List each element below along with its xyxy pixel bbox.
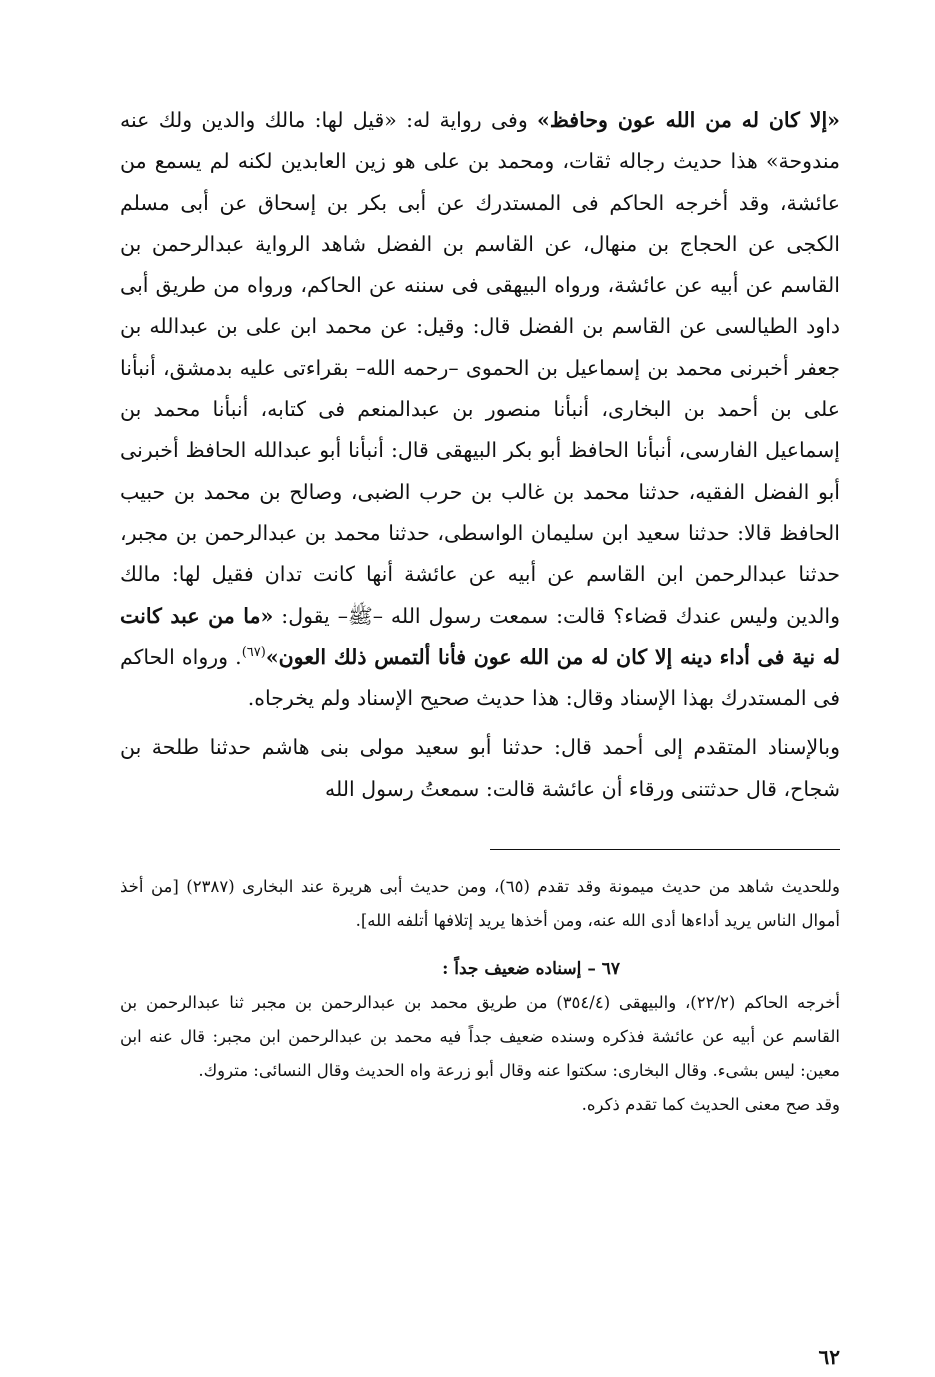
page-number: ٦٢ xyxy=(818,1345,840,1369)
footnote-divider xyxy=(490,849,840,850)
footnote-67-last-line: وقد صح معنى الحديث كما تقدم ذكره. xyxy=(581,1095,840,1114)
hadith-quote-1: «إلا كان له من الله عون وحافظ» xyxy=(537,108,840,132)
footnote-ref-67[interactable]: (٦٧) xyxy=(241,645,266,661)
footnote-67-body: أخرجه الحاكم (٢٢/٢)، والبيهقى (٣٥٤/٤) من طريق محمد بن عبدالرحمن بن مجبر ثنا عبدالرحمن بن القاسم عن أبيه عن عائشة فذكره وسنده ضعيف جداً فيه محمد بن عبدالرحمن ابن مجبر: قال عنه ابن معين: ليس بشىء. وقال البخارى: سكتوا عنه وقال أبو زرعة واه الحديث وقال النسائى: متروك. xyxy=(120,993,840,1080)
main-paragraph-1-text: وفى رواية له: «قيل لها: مالك والدين ولك عنه مندوحة» هذا حديث رجاله ثقات، ومحمد بن على هو زين العابدين لكنه لم يسمع من عائشة، وقد أخرجه الحاكم فى المستدرك عن أبى بكر بن إسحاق عن أبى مسلم الكجى عن الحجاج بن منهال، عن القاسم بن الفضل شاهد الرواية عبدالرحمن بن القاسم عن أبيه عن عائشة، ورواه البيهقى فى سننه عن الحاكم، ورواه من طريق أبى داود الطيالسى عن القاسم بن الفضل قال: وقيل: عن محمد ابن على بن عبدالله بن جعفر أخبرنى محمد بن إسماعيل بن الحموى –رحمه الله– بقراءتى عليه بدمشق، أنبأنا على بن أحمد بن البخارى، أنبأنا منصور بن عبدالمنعم فى كتابه، أنبأنا محمد بن إسماعيل الفارسى، أنبأنا الحافظ أبو بكر البيهقى قال: أنبأنا أبو عبدالله الحافظ أخبرنى أبو الفضل الفقيه، حدثنا محمد بن غالب بن حرب الضبى، وصالح بن محمد بن حبيب الحافظ قالا: حدثنا سعيد ابن سليمان الواسطى، حدثنا محمد بن عبدالرحمن بن مجبر، حدثنا عبدالرحمن ابن القاسم عن أبيه عن عائشة أنها كانت تدان فقيل لها: مالك والدين وليس عندك قضاء؟ قالت: سمعت رسول الله –ﷺ– يقول: xyxy=(120,108,840,628)
page-body xyxy=(120,100,841,1369)
footnote-continuation: وللحديث شاهد من حديث ميمونة وقد تقدم (٦٥)، ومن حديث أبى هريرة عند البخارى (٢٣٨٧) [من أخذ أموال الناس يريد أداءها أدى الله عنه، ومن أخذها يريد إتلافها أتلفه الله]. xyxy=(120,877,840,930)
main-paragraph-2: وبالإسناد المتقدم إلى أحمد قال: حدثنا أبو سعيد مولى بنى هاشم حدثنا طلحة بن شجاح، قال حدثتنى ورقاء أن عائشة قالت: سمعتُ رسول الله xyxy=(120,735,840,801)
footnote-67-heading: ٦٧ – إسناده ضعيف جداً : xyxy=(442,959,620,979)
main-paragraph-1-end: . ورواه الحاكم فى المستدرك بهذا الإسناد وقال: هذا حديث صحيح الإسناد ولم يخرجاه. xyxy=(120,644,840,711)
footnotes-section xyxy=(120,870,840,1122)
hadith-quote-2: «ما من عبد كانت له نية فى أداء دينه إلا كان له من الله عون فأنا ألتمس ذلك العون» xyxy=(120,603,841,669)
main-paragraph-1 xyxy=(120,100,840,719)
